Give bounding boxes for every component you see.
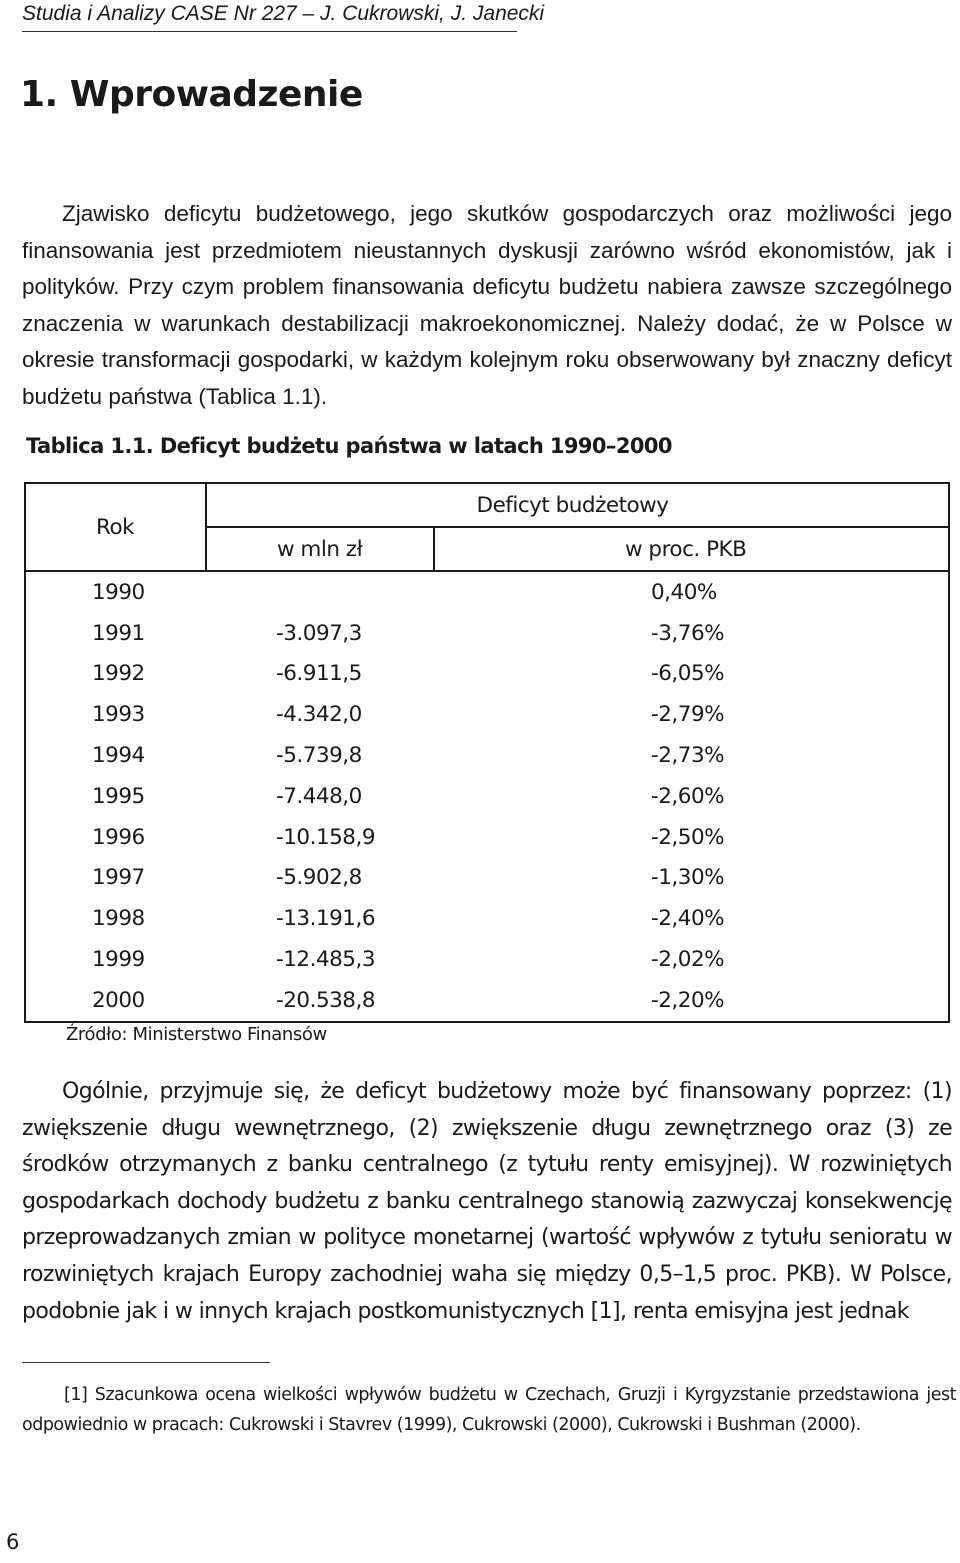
table-row xyxy=(25,571,949,613)
cell-mln: -12.485,3 xyxy=(276,947,376,973)
cell-mln: -20.538,8 xyxy=(276,987,376,1013)
table-header-row xyxy=(25,483,949,527)
table-row xyxy=(25,939,949,980)
table-row xyxy=(25,613,949,654)
cell-pct: -1,30% xyxy=(651,865,725,891)
cell-pct: -2,79% xyxy=(651,702,725,728)
cell-year: 1990 xyxy=(92,579,145,605)
table-row xyxy=(25,735,949,776)
table-row xyxy=(25,654,949,695)
cell-year: 1991 xyxy=(92,620,145,646)
cell-mln: -6.911,5 xyxy=(276,661,362,687)
cell-pct: -2,20% xyxy=(651,987,725,1013)
table-row xyxy=(25,858,949,899)
cell-year: 1993 xyxy=(92,702,145,728)
header-mln: w mln zł xyxy=(206,527,434,571)
table-row xyxy=(25,694,949,735)
cell-year: 1992 xyxy=(92,661,145,687)
header-deficit: Deficyt budżetowy xyxy=(206,483,949,527)
cell-pct: -2,50% xyxy=(651,824,725,850)
cell-mln: -10.158,9 xyxy=(276,824,376,850)
cell-year: 1999 xyxy=(92,947,145,973)
header-pct: w proc. PKB xyxy=(434,527,949,571)
cell-pct: -2,60% xyxy=(651,783,725,809)
cell-year: 1995 xyxy=(92,783,145,809)
cell-year: 1998 xyxy=(92,906,145,932)
table-row xyxy=(25,817,949,858)
cell-year: 1994 xyxy=(92,743,145,769)
table-row xyxy=(25,898,949,939)
cell-year: 2000 xyxy=(92,987,145,1013)
footnote-divider xyxy=(22,1362,270,1363)
cell-pct: 0,40% xyxy=(651,579,717,605)
cell-mln: -5.902,8 xyxy=(276,865,362,891)
cell-year: 1996 xyxy=(92,824,145,850)
table-caption: Tablica 1.1. Deficyt budżetu państwa w latach 1990–2000 xyxy=(26,434,672,458)
cell-pct: -2,73% xyxy=(651,743,725,769)
section-title: 1. Wprowadzenie xyxy=(20,74,363,115)
cell-mln: -5.739,8 xyxy=(276,743,362,769)
header-year: Rok xyxy=(25,483,206,571)
cell-pct: -3,76% xyxy=(651,620,725,646)
footnote: [1] Szacunkowa ocena wielkości wpływów budżetu w Czechach, Gruzji i Kyrgyzstanie przedstawiona jest odpowiednio w pracach: Cukrowski i Stavrev (1999), Cukrowski (2000), Cukrowski i Bushman (2000). xyxy=(22,1385,956,1435)
cell-mln: -3.097,3 xyxy=(276,620,362,646)
running-header: Studia i Analizy CASE Nr 227 – J. Cukrowski, J. Janecki xyxy=(22,2,517,32)
second-paragraph: Ogólnie, przyjmuje się, że deficyt budżetowy może być finansowany poprzez: (1) zwiększenie długu wewnętrznego, (2) zwiększenie długu zewnętrznego oraz (3) ze środków otrzymanych z banku centralnego (z tytułu renty emisyjnej). W rozwiniętych gospodarkach dochody budżetu z banku centralnego stanowią zazwyczaj konsekwencję przeprowadzanych zmian w polityce monetarnej (wartość wpływów z tytułu senioratu w rozwiniętych krajach Europy zachodniej waha się między 0,5–1,5 proc. PKB). W Polsce, podobnie jak i w innych krajach postkomunistycznych [1], renta emisyjna jest jednak xyxy=(22,1079,952,1324)
cell-pct: -6,05% xyxy=(651,661,725,687)
table-row xyxy=(25,980,949,1022)
intro-paragraph: Zjawisko deficytu budżetowego, jego skutków gospodarczych oraz możliwości jego finansowania jest przedmiotem nieustannych dyskusji zarówno wśród ekonomistów, jak i polityków. Przy czym problem finansowania deficytu budżetu nabiera zawsze szczególnego znaczenia w warunkach destabilizacji makroekonomicznej. Należy dodać, że w Polsce w okresie transformacji gospodarki, w każdym kolejnym roku obserwowany był znaczny deficyt budżetu państwa (Tablica 1.1). xyxy=(22,201,952,409)
cell-year: 1997 xyxy=(92,865,145,891)
cell-mln: -13.191,6 xyxy=(276,906,376,932)
page-number: 6 xyxy=(6,1530,20,1554)
deficit-table xyxy=(24,482,950,1023)
cell-mln: -4.342,0 xyxy=(276,702,362,728)
cell-mln: -7.448,0 xyxy=(276,783,362,809)
table-row xyxy=(25,776,949,817)
table-source: Źródło: Ministerstwo Finansów xyxy=(66,1024,327,1045)
cell-pct: -2,40% xyxy=(651,906,725,932)
cell-pct: -2,02% xyxy=(651,947,725,973)
cell-mln xyxy=(206,571,434,613)
